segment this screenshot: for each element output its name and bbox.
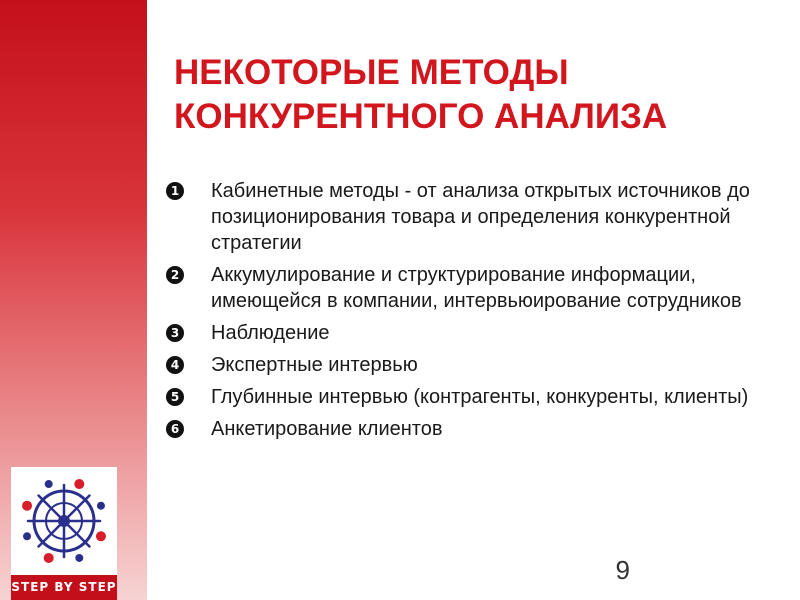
list-item-text: Экспертные интервью: [211, 354, 418, 376]
logo-figure-dot: [75, 554, 83, 562]
slide-title: [174, 51, 774, 139]
wheel-spoke: [39, 525, 60, 546]
logo-figure-dot: [22, 501, 32, 511]
list-item: [166, 262, 776, 314]
methods-list: [166, 178, 776, 448]
list-item: [166, 416, 776, 442]
list-item: [166, 384, 776, 410]
list-item-text: Аккумулирование и структурирование информации, имеющейся в компании, интервьюирование сотрудников: [211, 264, 742, 312]
list-item: [166, 178, 776, 256]
logo-figure-dot: [96, 531, 106, 541]
title-line-1: НЕКОТОРЫЕ МЕТОДЫ: [174, 53, 569, 92]
wheel-spoke: [68, 496, 89, 517]
logo-figure-dot: [45, 480, 53, 488]
list-item-text: Наблюдение: [211, 322, 330, 344]
wheel-spoke: [39, 496, 60, 517]
title-line-2: КОНКУРЕНТНОГО АНАЛИЗА: [174, 97, 668, 136]
ship-wheel-icon: [11, 467, 117, 575]
logo-figure-dot: [44, 553, 54, 563]
list-item: [166, 352, 776, 378]
number-bullet-icon: 5: [166, 388, 184, 406]
logo-figure-dot: [97, 502, 105, 510]
list-item-text: Кабинетные методы - от анализа открытых источников до позиционирования товара и определения конкурентной стратегии: [211, 180, 750, 254]
number-bullet-icon: 2: [166, 266, 184, 284]
number-bullet-icon: 6: [166, 420, 184, 438]
step-by-step-logo: [11, 467, 117, 600]
number-bullet-icon: 3: [166, 324, 184, 342]
list-item: [166, 320, 776, 346]
number-bullet-icon: 1: [166, 182, 184, 200]
list-item-text: Глубинные интервью (контрагенты, конкуренты, клиенты): [211, 386, 749, 408]
number-bullet-icon: 4: [166, 356, 184, 374]
logo-banner: STEP BY STEP: [11, 575, 117, 600]
logo-figure-dot: [74, 479, 84, 489]
page-number: 9: [615, 555, 630, 585]
wheel-spoke: [68, 525, 89, 546]
logo-figure-dot: [23, 532, 31, 540]
list-item-text: Анкетирование клиентов: [211, 418, 443, 440]
